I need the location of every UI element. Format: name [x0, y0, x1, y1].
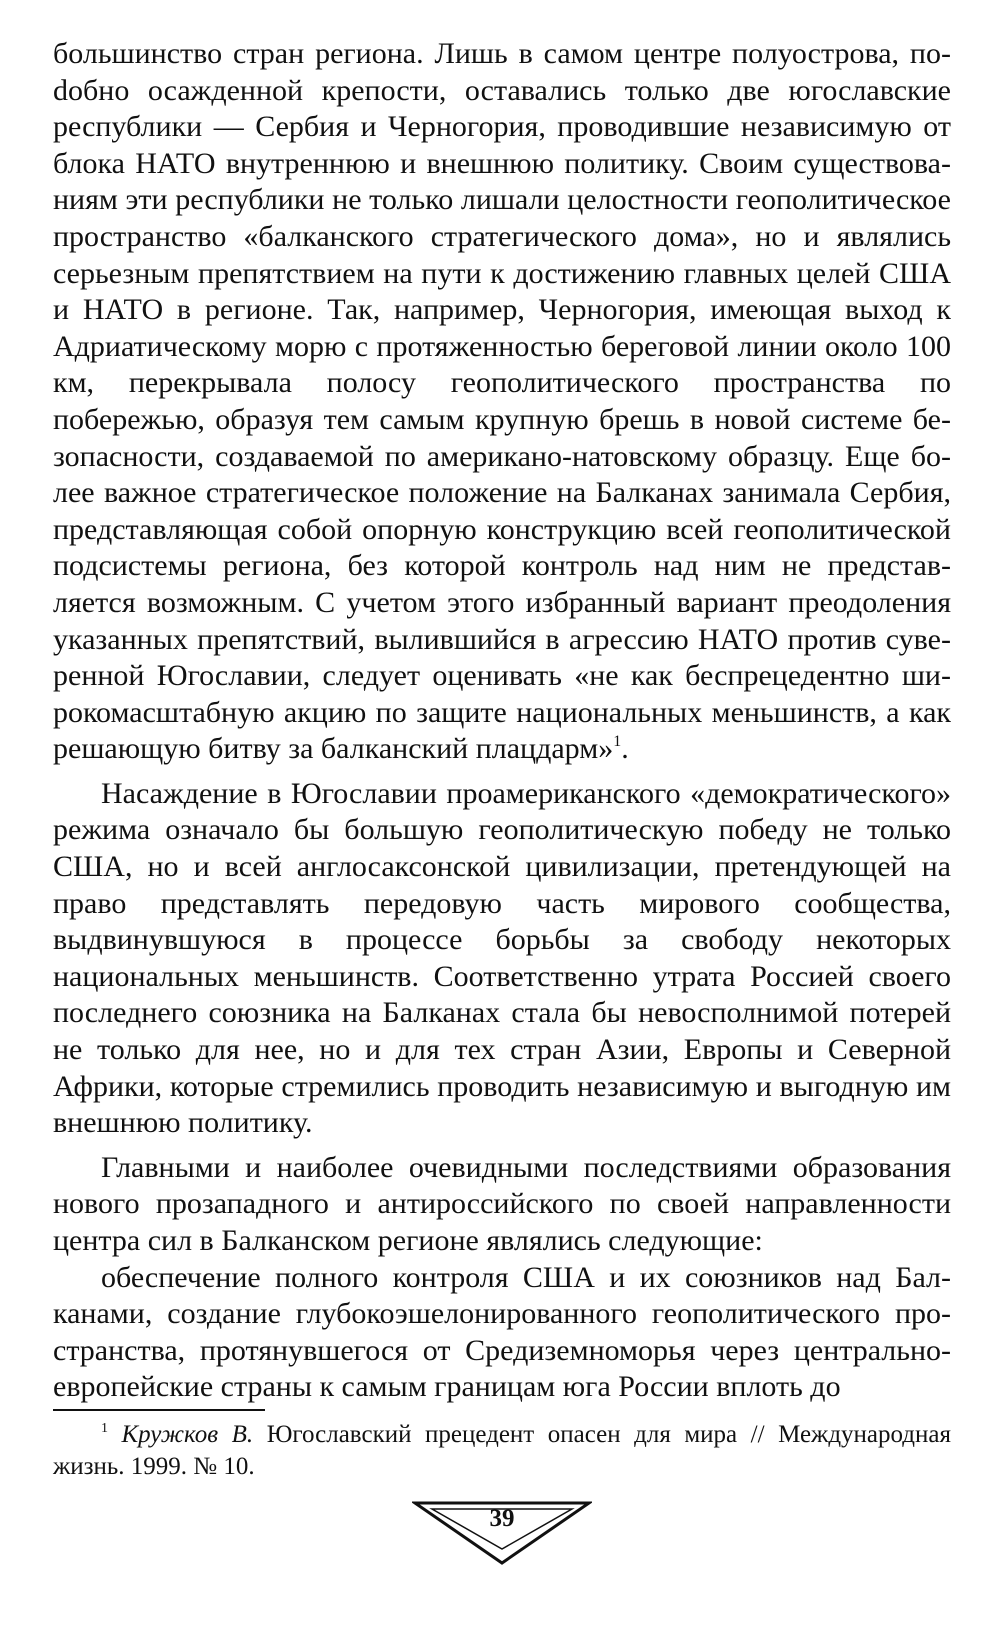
paragraph-1-text: большинство стран региона. Лишь в самом центре полуострова, поdобно осажденной крепости, оставались только две югославские республики — Сербия и Черногория, проводившие независимую от блока НАТО внутреннюю и внешнюю политику. Своим существованиям эти республики не только лишали целостности геополитическое пространство «балканского стратегического дома», но и являлись серьезным препятствием на пути к достижению главных целей США и НАТО в регионе. Так, например, Черногория, имеющая выход к Адриатическому морю с протяженностью береговой линии около 100 км, перекрывала полосу геополитического пространства по побережью, образуя тем самым крупную брешь в новой системе безопасности, создаваемой по американо-натовскому образцу. Еще более важное стратегическое положение на Балканах занимала Сербия, представляющая собой опорную конструкцию всей геополитической подсистемы региона, без которой контроль над ним не представляется возможным. С учетом этого избранный вариант преодоления указанных препятствий, вылившийся в агрессию НАТО против суверенной Югославии, следует оценивать «не как беспрецедентно широкомасштабную акцию по защите национальных меньшинств, а как решающую битву за балканский плацдарм»: [53, 37, 951, 766]
paragraph-4: обеспечение полного контроля США и их союзников над Балканами, создание глубокоэшелонированного геополитического пространства, протянувшегося от Средиземноморья через центрально-европейские страны к самым границам юга России вплоть до: [53, 1260, 951, 1404]
footnote: [53, 1419, 951, 1483]
paragraph-3: Главными и наиболее очевидными последствиями образования нового прозападного и антироссийского по своей направленности центра сил в Балканском регионе являлись следующие:: [53, 1150, 951, 1257]
page-body: [53, 36, 951, 1406]
footnote-author: Кружков В.: [121, 1421, 254, 1448]
page-number: 39: [489, 1505, 515, 1532]
footnote-divider: [53, 1409, 265, 1411]
page-number-badge: [412, 1500, 592, 1566]
footnote-text: Югославский прецедент опасен для мира // Международная жизнь. 1999. № 10.: [53, 1421, 952, 1480]
paragraph-2: Насаждение в Югославии проамериканского «демократического» режима означало бы большую геополитическую победу не только США, но и всей англосаксонской цивилизации, претендующей на право представлять передовую часть мирового сообщества, выдвинувшуюся в процессе борьбы за свободу некоторых национальных меньшинств. Соответственно утрата Россией своего последнего союзника на Балканах стала бы невосполнимой потерей не только для нее, но и для тех стран Азии, Европы и Северной Африки, которые стремились проводить независимую и выгодную им внешнюю политику.: [53, 776, 951, 1140]
footnote-reference[interactable]: 1: [613, 733, 622, 751]
footnote-marker: 1: [101, 1421, 108, 1436]
paragraph-1: большинство стран региона. Лишь в самом центре полуострова, поdобно осажденной крепости, оставались только две югославские республики — Сербия и Черногория, проводившие независимую от блока НАТО внутреннюю и внешнюю политику. Своим существованиям эти республики не только лишали целостности геополитическое пространство «балканского стратегического дома», но и являлись серьезным препятствием на пути к достижению главных целей США и НАТО в регионе. Так, например, Черногория, имеющая выход к Адриатическому морю с протяженностью береговой линии около 100 км, перекрывала полосу геополитического пространства по побережью, образуя тем самым крупную брешь в новой системе безопасности, создаваемой по американо-натовскому образцу. Еще более важное стратегическое положение на Балканах занимала Сербия, представляющая собой опорную конструкцию всей геополитической подсистемы региона, без которой контроль над ним не представляется возможным. С учетом этого избранный вариант преодоления указанных препятствий, вылившийся в агрессию НАТО против суверенной Югославии, следует оценивать «не как беспрецедентно широкомасштабную акцию по защите национальных меньшинств, а как решающую битву за балканский плацдарм»$^1$.: [53, 37, 951, 766]
